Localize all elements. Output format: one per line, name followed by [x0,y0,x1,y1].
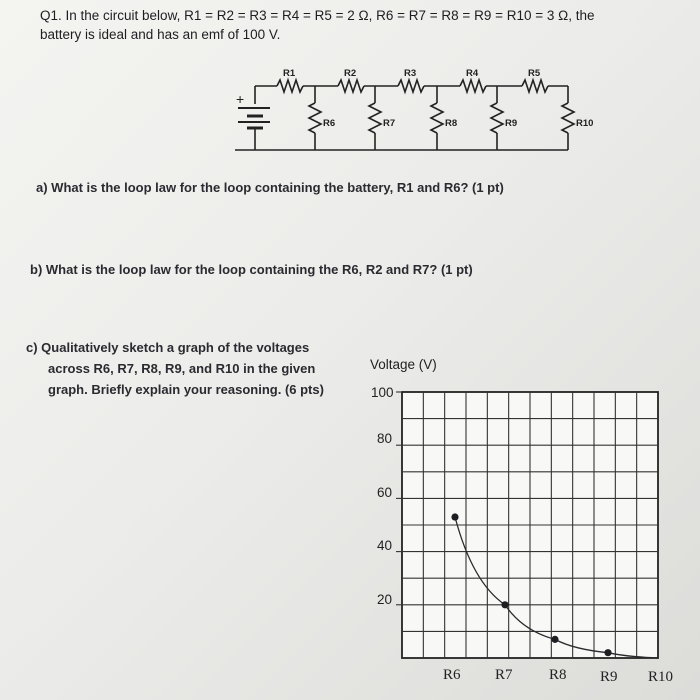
part-b-question: b) What is the loop law for the loop containing the R6, R2 and R7? (1 pt) [30,262,473,277]
x-tick-r10: R10 [648,669,674,685]
x-tick-r6: R6 [443,667,461,683]
battery-plus-sign: + [236,91,245,107]
label-r2: R2 [344,68,357,79]
graph-y-axis-title: Voltage (V) [370,357,437,372]
y-tick-60: 60 [377,485,393,500]
voltage-point-r7 [501,601,508,608]
label-r9: R9 [505,118,518,129]
part-c-line-1: c) Qualitatively sketch a graph of the voltages [26,340,310,355]
label-r1: R1 [283,68,296,79]
label-r8: R8 [445,118,458,129]
part-c-line-3: graph. Briefly explain your reasoning. (6 pts) [48,382,324,397]
x-tick-r8: R8 [549,667,567,683]
label-r4: R4 [466,68,479,79]
y-tick-20: 20 [377,592,393,607]
voltage-point-r8 [551,636,558,643]
label-r5: R5 [528,68,541,79]
question-line-1: Q1. In the circuit below, R1 = R2 = R3 = R4 = R5 = 2 Ω, R6 = R7 = R8 = R9 = R10 = 3 Ω, the [40,8,595,23]
y-tick-40: 40 [377,538,393,553]
x-tick-r9: R9 [600,669,618,685]
voltage-point-r6 [451,513,458,520]
y-tick-100: 100 [371,385,394,400]
y-tick-80: 80 [377,431,393,446]
label-r10: R10 [576,118,594,129]
question-line-2: battery is ideal and has an emf of 100 V. [40,27,281,42]
label-r3: R3 [404,68,417,79]
label-r6: R6 [323,118,336,129]
label-r7: R7 [383,118,396,129]
voltage-point-r9 [604,649,611,656]
graph-grid [396,392,658,658]
x-tick-r7: R7 [495,667,513,683]
part-a-question: a) What is the loop law for the loop containing the battery, R1 and R6? (1 pt) [36,180,504,195]
part-c-line-2: across R6, R7, R8, R9, and R10 in the given [48,361,316,376]
